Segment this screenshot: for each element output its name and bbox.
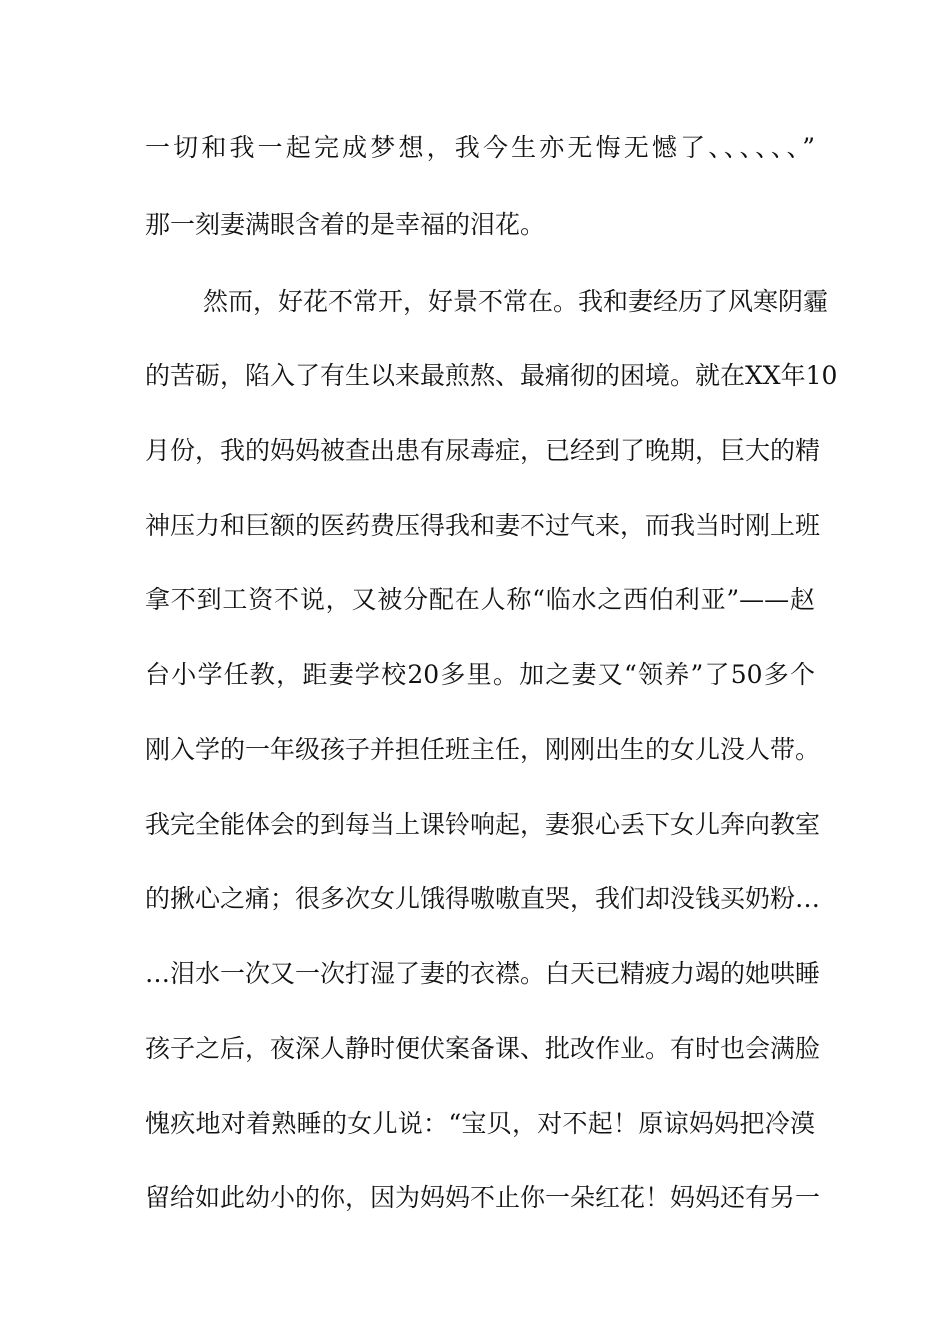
text-line-7: 拿不到工资不说，又被分配在人称“临水之西伯利亚”——赵 bbox=[145, 585, 815, 614]
paragraph-first-line: 然而，好花不常开，好景不常在。我和妻经历了风寒阴霾 bbox=[203, 287, 829, 316]
text-line-5: 月份，我的妈妈被查出患有尿毒症，已经到了晚期，巨大的精 bbox=[145, 436, 821, 465]
text-line-8: 台小学任教，距妻学校20多里。加之妻又“领养”了50多个 bbox=[145, 660, 815, 689]
text-line-14: 愧疚地对着熟睡的女儿说：“宝贝，对不起！原谅妈妈把冷漠 bbox=[145, 1109, 815, 1138]
text-line-6: 神压力和巨额的医药费压得我和妻不过气来，而我当时刚上班 bbox=[145, 511, 821, 540]
text-line-1: 一切和我一起完成梦想，我今生亦无悔无憾了、、、、、、” bbox=[145, 133, 815, 162]
text-line-13: 孩子之后，夜深人静时便伏案备课、批改作业。有时也会满脸 bbox=[145, 1034, 821, 1063]
text-line-4: 的苦砺，陷入了有生以来最煎熬、最痛彻的困境。就在XX年10 bbox=[145, 361, 838, 390]
text-line-11: 的揪心之痛；很多次女儿饿得嗷嗷直哭，我们却没钱买奶粉… bbox=[145, 884, 821, 913]
text-line-2: 那一刻妻满眼含着的是幸福的泪花。 bbox=[145, 210, 546, 239]
text-line-10: 我完全能体会的到每当上课铃响起，妻狠心丢下女儿奔向教室 bbox=[145, 810, 821, 839]
text-line-15: 留给如此幼小的你，因为妈妈不止你一朵红花！妈妈还有另一 bbox=[145, 1183, 821, 1212]
text-line-12: …泪水一次又一次打湿了妻的衣襟。白天已精疲力竭的她哄睡 bbox=[145, 959, 821, 988]
text-line-9: 刚入学的一年级孩子并担任班主任，刚刚出生的女儿没人带。 bbox=[145, 735, 821, 764]
